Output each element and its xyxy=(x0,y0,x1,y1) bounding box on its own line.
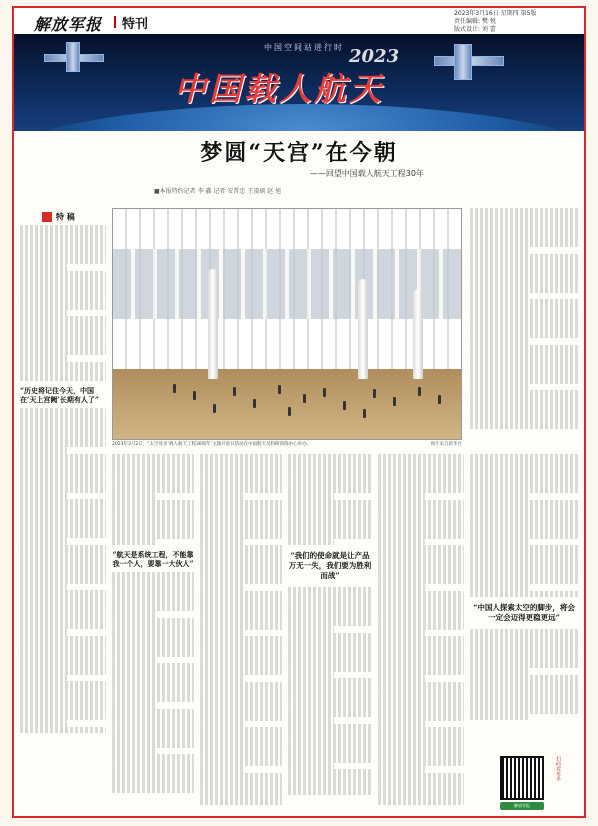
text-line xyxy=(200,480,282,487)
text-line xyxy=(200,532,282,539)
text-line xyxy=(112,741,194,748)
visitor-figure xyxy=(393,397,396,406)
text-line xyxy=(470,260,578,267)
text-line xyxy=(112,767,194,774)
text-line xyxy=(470,558,578,565)
text-line xyxy=(470,234,578,241)
text-block xyxy=(288,587,372,795)
text-line xyxy=(112,539,157,546)
text-line xyxy=(200,558,282,565)
banner-title: 中国载人航天 xyxy=(174,70,385,108)
qr-tag: 解放军报 xyxy=(500,802,544,810)
text-line xyxy=(470,454,578,461)
text-line xyxy=(200,740,282,747)
text-line xyxy=(470,403,578,410)
text-line xyxy=(112,454,194,461)
text-block xyxy=(378,454,464,805)
text-line xyxy=(200,714,282,721)
text-line xyxy=(200,610,282,617)
newspaper-page xyxy=(12,6,586,818)
text-line xyxy=(470,467,578,474)
text-line xyxy=(20,499,106,506)
text-line xyxy=(470,642,578,649)
text-line xyxy=(200,766,245,773)
text-line xyxy=(112,787,194,794)
text-line xyxy=(378,506,464,513)
left-heading-2: “航天是系统工程，不能靠我一个人，要靠一大伙人” xyxy=(112,550,194,568)
text-line xyxy=(112,506,194,513)
text-line xyxy=(20,590,106,597)
text-line xyxy=(288,626,334,633)
byline: ■本报特约记者 李 鑫 记者 安普忠 王凌硕 赵 旭 xyxy=(154,188,282,195)
text-block xyxy=(288,454,372,545)
text-line xyxy=(470,707,578,714)
text-line xyxy=(20,303,106,310)
left-heading-1: “历史将记住今天，中国在‘天上宫阙’长期有人了” xyxy=(20,386,99,404)
visitor-figure xyxy=(213,404,216,413)
text-line xyxy=(288,519,372,526)
text-line xyxy=(470,325,578,332)
text-line xyxy=(200,688,282,695)
text-line xyxy=(288,493,334,500)
text-line xyxy=(470,694,578,701)
text-line xyxy=(470,423,578,430)
text-line xyxy=(288,506,372,513)
lower-column-4 xyxy=(378,454,464,810)
text-line xyxy=(288,587,372,594)
text-line xyxy=(20,486,106,493)
photo-caption xyxy=(112,442,462,448)
text-block xyxy=(112,454,194,545)
text-line xyxy=(20,694,106,701)
text-line xyxy=(470,416,578,423)
text-line xyxy=(20,447,67,454)
text-line xyxy=(20,225,106,232)
masthead xyxy=(14,8,584,34)
text-line xyxy=(20,577,106,584)
text-line xyxy=(470,506,578,513)
text-line xyxy=(200,623,282,630)
text-line xyxy=(20,551,106,558)
visitor-figure xyxy=(303,394,306,403)
text-line xyxy=(20,421,106,428)
text-line xyxy=(378,467,464,474)
banner-kicker: 中国空间站进行时 xyxy=(264,43,344,52)
issue-designer: 版式设计: 刘 蕾 xyxy=(454,26,496,33)
text-line xyxy=(378,545,464,552)
text-line xyxy=(112,480,194,487)
text-line xyxy=(470,221,578,228)
text-line xyxy=(200,597,282,604)
banner xyxy=(14,34,584,131)
text-line xyxy=(288,639,372,646)
visitor-figure xyxy=(438,395,441,404)
lower-column-3 xyxy=(288,454,372,810)
text-line xyxy=(378,584,425,591)
text-line xyxy=(288,691,372,698)
text-line xyxy=(112,598,194,605)
visitor-figure xyxy=(253,399,256,408)
text-line xyxy=(470,714,529,721)
text-line xyxy=(470,351,578,358)
qr-code[interactable] xyxy=(500,756,544,800)
text-line xyxy=(20,238,106,245)
text-line xyxy=(200,584,245,591)
text-line xyxy=(112,715,194,722)
text-block xyxy=(200,454,282,805)
text-line xyxy=(112,689,194,696)
text-line xyxy=(378,636,464,643)
text-line xyxy=(378,714,464,721)
text-block xyxy=(470,208,578,429)
text-line xyxy=(200,675,245,682)
text-line xyxy=(288,539,334,546)
photo-windows xyxy=(113,249,462,319)
text-line xyxy=(200,493,245,500)
text-line xyxy=(20,329,106,336)
newspaper-logo: 解放军报 xyxy=(34,15,103,34)
text-line xyxy=(470,493,529,500)
text-line xyxy=(470,312,578,319)
text-line xyxy=(378,480,464,487)
text-line xyxy=(470,480,578,487)
text-block xyxy=(470,454,578,597)
text-line xyxy=(20,707,106,714)
text-line xyxy=(288,665,372,672)
visitor-figure xyxy=(233,387,236,396)
lower-column-2 xyxy=(200,454,282,810)
text-line xyxy=(200,779,282,786)
text-line xyxy=(378,766,425,773)
text-block xyxy=(112,572,194,793)
text-line xyxy=(112,611,157,618)
text-line xyxy=(112,728,194,735)
text-line xyxy=(200,792,282,799)
space-station-icon xyxy=(454,44,472,80)
text-line xyxy=(20,316,106,323)
text-line xyxy=(378,571,464,578)
text-line xyxy=(378,740,464,747)
text-line xyxy=(20,525,106,532)
text-line xyxy=(288,678,372,685)
text-line xyxy=(378,727,464,734)
text-line xyxy=(112,637,194,644)
text-line xyxy=(20,727,106,734)
section-name: 特刊 xyxy=(122,17,149,32)
text-line xyxy=(112,519,194,526)
text-line xyxy=(112,572,194,579)
text-line xyxy=(378,779,464,786)
visitor-figure xyxy=(278,385,281,394)
text-line xyxy=(378,493,425,500)
text-line xyxy=(112,532,194,539)
text-line xyxy=(20,408,106,415)
text-line xyxy=(200,467,282,474)
text-line xyxy=(470,377,578,384)
left-column xyxy=(20,208,106,808)
text-line xyxy=(378,675,425,682)
text-line xyxy=(200,571,282,578)
text-line xyxy=(112,780,194,787)
text-line xyxy=(200,506,282,513)
text-line xyxy=(378,799,464,806)
text-line xyxy=(470,571,578,578)
text-line xyxy=(200,545,282,552)
text-line xyxy=(288,532,372,539)
text-line xyxy=(20,277,106,284)
text-line xyxy=(20,512,106,519)
text-line xyxy=(378,792,464,799)
text-line xyxy=(200,799,282,806)
text-line xyxy=(20,603,106,610)
text-line xyxy=(200,649,282,656)
text-line xyxy=(378,701,464,708)
visitor-figure xyxy=(363,409,366,418)
text-line xyxy=(470,273,578,280)
text-line xyxy=(20,264,67,271)
text-line xyxy=(378,558,464,565)
text-line xyxy=(20,368,106,375)
space-station-icon xyxy=(66,42,80,72)
text-line xyxy=(288,743,372,750)
text-line xyxy=(378,519,464,526)
text-line xyxy=(20,629,67,636)
feature-tag-label: 特 稿 xyxy=(56,212,75,222)
text-line xyxy=(470,519,578,526)
text-line xyxy=(288,789,372,796)
text-line xyxy=(20,473,106,480)
text-line xyxy=(288,756,372,763)
text-line xyxy=(20,355,67,362)
text-line xyxy=(470,629,578,636)
text-line xyxy=(20,681,106,688)
text-line xyxy=(20,375,106,382)
text-line xyxy=(112,663,194,670)
text-line xyxy=(378,662,464,669)
text-line xyxy=(378,688,464,695)
text-line xyxy=(288,480,372,487)
text-line xyxy=(288,600,372,607)
visitor-figure xyxy=(373,389,376,398)
visitor-figure xyxy=(418,387,421,396)
text-line xyxy=(20,538,67,545)
text-line xyxy=(288,717,334,724)
text-line xyxy=(470,299,578,306)
text-line xyxy=(378,597,464,604)
photo-floor xyxy=(113,369,462,440)
text-line xyxy=(470,286,578,293)
text-line xyxy=(112,702,157,709)
text-line xyxy=(470,338,529,345)
text-line xyxy=(288,782,372,789)
text-line xyxy=(20,460,106,467)
issue-date: 2023年3月16日 星期四 第5版 xyxy=(454,10,537,17)
text-line xyxy=(112,467,194,474)
text-line xyxy=(378,532,464,539)
text-line xyxy=(470,591,578,598)
text-line xyxy=(470,208,578,215)
text-line xyxy=(288,730,372,737)
text-line xyxy=(288,613,372,620)
text-line xyxy=(20,342,106,349)
text-line xyxy=(20,668,106,675)
caption-text: 2023年3月2日，“太空母亲’载人航天工程30周年’主题开放日活动在中国航天员科研训练中心举办。 xyxy=(112,442,312,447)
text-block xyxy=(20,225,106,381)
text-line xyxy=(200,701,282,708)
tag-marker xyxy=(42,212,52,222)
text-line xyxy=(470,390,578,397)
text-line xyxy=(470,681,578,688)
text-line xyxy=(470,584,529,591)
text-line xyxy=(200,519,282,526)
text-line xyxy=(470,655,578,662)
rocket-model xyxy=(208,269,218,379)
text-block xyxy=(470,629,578,720)
text-line xyxy=(378,649,464,656)
text-line xyxy=(378,623,464,630)
text-line xyxy=(470,532,578,539)
text-line xyxy=(20,642,106,649)
issue-info xyxy=(454,10,536,34)
text-line xyxy=(20,655,106,662)
exhibition-photo xyxy=(112,208,462,440)
issue-editor: 责任编辑: 樊 悦 xyxy=(454,18,496,25)
lower-column-5 xyxy=(470,454,578,754)
right-heading: “中国人探索太空的脚步，将会一定会迈得更稳更远” xyxy=(473,603,575,622)
text-line xyxy=(200,753,282,760)
feature-tag xyxy=(42,212,75,222)
text-line xyxy=(112,754,194,761)
text-line xyxy=(288,467,372,474)
text-line xyxy=(200,662,282,669)
banner-year: 2023 xyxy=(349,46,400,67)
text-line xyxy=(378,753,464,760)
text-line xyxy=(112,624,194,631)
text-line xyxy=(470,247,529,254)
text-line xyxy=(20,564,106,571)
text-line xyxy=(470,364,578,371)
right-top-column xyxy=(470,208,578,440)
text-line xyxy=(20,290,106,297)
text-line xyxy=(200,636,282,643)
text-line xyxy=(20,720,67,727)
visitor-figure xyxy=(288,407,291,416)
text-line xyxy=(112,585,194,592)
text-line xyxy=(200,454,282,461)
middle-heading: “我们的使命就是让产品万无一失，我们要为胜利而战” xyxy=(288,551,372,580)
text-line xyxy=(288,704,372,711)
rocket-model xyxy=(413,289,423,379)
rocket-model xyxy=(358,279,368,379)
text-line xyxy=(378,610,464,617)
masthead-divider xyxy=(114,16,116,28)
text-line xyxy=(378,454,464,461)
visitor-figure xyxy=(193,391,196,400)
text-line xyxy=(288,652,372,659)
text-line xyxy=(112,676,194,683)
text-line xyxy=(20,251,106,258)
text-line xyxy=(288,454,372,461)
qr-label: 扫码看更多 xyxy=(555,756,561,781)
text-line xyxy=(20,616,106,623)
text-line xyxy=(112,650,194,657)
visitor-figure xyxy=(343,401,346,410)
visitor-figure xyxy=(323,388,326,397)
text-line xyxy=(20,434,106,441)
subheadline: ——回望中国载人航天工程30年 xyxy=(309,169,424,178)
lower-column-1 xyxy=(112,454,194,810)
text-line xyxy=(200,727,282,734)
headline: 梦圆“天宫”在今朝 xyxy=(200,140,398,166)
text-line xyxy=(470,545,578,552)
text-line xyxy=(288,769,372,776)
visitor-figure xyxy=(173,384,176,393)
text-line xyxy=(112,493,157,500)
text-block xyxy=(20,408,106,733)
photo-credit: 图片来自新华社 xyxy=(430,442,462,447)
text-line xyxy=(470,668,529,675)
